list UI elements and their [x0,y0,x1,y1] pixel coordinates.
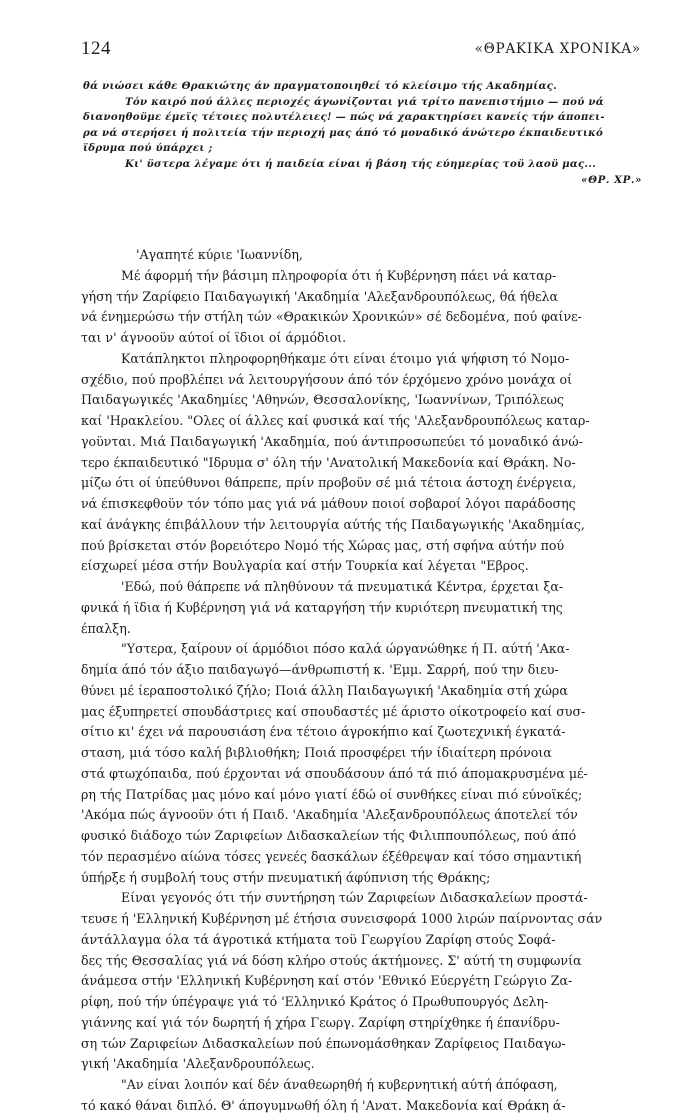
editorial-introduction [83,79,642,188]
letter-line: έπαλξη. [81,620,131,636]
editorial-signature: «ΘΡ. ΧΡ.» [581,173,642,186]
letter-line: γική 'Ακαδημία 'Αλεξανδρουπόλεως. [81,1056,315,1072]
letter-line: δημία άπό τόν άξιο παιδαγωγό—άνθρωπιστή κ. 'Εμμ. Σαρρή, πού την διευ- [81,662,559,677]
intro-line: ρα νά στερήσει ή πολιτεία τήν περιοχή μας άπό τό μοναδικό άνώτερο έκπαιδευτικό [83,126,604,139]
letter-line: άνάμεσα στήν 'Ελληνική Κυβέρνηση καί στόν 'Εθνικό Εύεργέτη Γεώργιο Ζα- [81,973,573,989]
letter-line: τερο έκπαιδευτικό "Ιδρυμα σ' όλη τήν 'Ανατολική Μακεδονία καί Θράκη. Νο- [81,454,576,470]
letter-line: τό κακό θάναι διπλό. Θ' άπογυμνωθή όλη ή 'Ανατ. Μακεδονία καί Θράκη ά- [81,1097,566,1113]
letter-line: Κατάπληκτοι πληροφορηθήκαμε ότι είναι έτοιμο γιά ψήφιση τό Νομο- [121,350,570,366]
letter-line: δες τής Θεσσαλίας γιά νά δόση κλήρο στούς άκτήμονες. Σ' αύτή τη συμφωνία [81,952,582,968]
letter-line: Είναι γεγονός ότι τήν συντήρηση τών Ζαριφείων Διδασκαλείων προστά- [121,890,588,906]
letter-line: σταση, μιά τόσο καλή βιβλιοθήκη; Ποιά προσφέρει τήν ίδιαίτερη πρόνοια [81,745,552,760]
intro-line: ϊδρυμα πού ύπάρχει ; [83,142,213,155]
letter-line: ρη τής Πατρίδας μας μόνο καί μόνο γιατί έδώ οί συνθήκες είναι πιό εύνοϊκές; [81,786,583,802]
page-number: 124 [81,38,111,59]
letter-line: "Αν είναι λοιπόν καί δέν άναθεωρηθή ή κυβερνητική αύτή άπόφαση, [121,1077,558,1092]
letter-line: "Υστερα, ξαίρουν οί άρμόδιοι πόσο καλά ώργανώθηκε ή Π. αύτή 'Ακα- [121,641,570,657]
intro-line: Τόν καιρό πού άλλες περιοχές άγωνίζονται γιά τρίτο πανεπιστήμιο — πού νά [125,95,604,108]
letter-line: Παιδαγωγικές 'Ακαδημίες 'Αθηνών, Θεσσαλονίκης, 'Ιωαννίνων, Τριπόλεως [81,392,564,408]
letter-salutation: 'Αγαπητέ κύριε 'Ιωαννίδη, [136,247,303,262]
letter-line: φνικά ή ϊδια ή Κυβέρνηση γιά νά καταργήση τήν κυριότερη πνευματική της [81,599,563,615]
letter-line: τευσε ή 'Ελληνική Κυβέρνηση μέ έτήσια συνεισφορά 1000 λιρών παίρνοντας σάν [81,911,603,926]
letter-line: θύνει μέ ίεραποστολικό ζήλο; Ποιά άλλη Παιδαγωγική 'Ακαδημία στή χώρα [81,682,568,698]
letter-line: είσχωρεί μέσα στήν Βουλγαρία καί στήν Τουρκία καί λέγεται "Εβρος. [81,558,529,574]
letter-line: καί 'Ηρακλείου. "Ολες οί άλλες καί φυσικά καί τής 'Αλεξανδρουπόλεως καταρ- [81,413,590,428]
letter-line: μίζω ότι οί ύπεύθυνοι θάπρεπε, πρίν προβοϋν σέ μιά τέτοια άστοχη ένέργεια, [81,475,577,491]
letter-line: μας έξυπηρετεί σπουδάστριες καί σπουδαστές μέ άριστο οίκοτροφείο καί συσ- [81,703,586,719]
page-header [81,38,641,64]
letter-line: νά έπισκεφθοϋν τόν τόπο μας γιά νά μάθουν ποιοί σοβαροί λόγοι παράδοσης [81,496,576,511]
letter-line: 'Εδώ, πού θάπρεπε νά πληθύνουν τά πνευματικά Κέντρα, έρχεται ξα- [121,579,564,594]
letter-line: Μέ άφορμή τήν βάσιμη πληροφορία ότι ή Κυβέρνηση πάει νά καταρ- [121,267,557,283]
letter-line: τόν περασμένο αίώνα τόσες γενεές δασκάλων έξέθρεψαν καί τόσο σημαντική [81,848,582,864]
letter-line: σχέδιο, πού προβλέπει νά λειτουργήσουν άπό τόν έρχόμενο χρόνο μονάχα οί [81,371,573,387]
letter-line: 'Ακόμα πώς άγνοοϋν ότι ή Παιδ. 'Ακαδημία 'Αλεξανδρουπόλεως άποτελεί τόν [81,807,578,823]
letter-line: νά ένημερώσω τήν στήλη τών «Θρακικών Χρονικών» σέ δεδομένα, πού φαίνε- [81,309,582,325]
letter-line: γοϋνται. Μιά Παιδαγωγική 'Ακαδημία, πού άντιπροσωπεύει τό μοναδικό άνώ- [81,433,583,449]
running-title: «ΘΡΑΚΙΚΑ ΧΡΟΝΙΚΑ» [474,41,641,57]
letter-line: άντάλλαγμα όλα τά άγροτικά κτήματα τοϋ Γεωργίου Ζαρίφη στούς Σοφά- [81,931,556,947]
letter-line: ση τών Ζαριφείων Διδασκαλείων πού έπωνομάσθηκαν Ζαρίφειος Παιδαγω- [81,1035,566,1051]
letter-line: στά φτωχόπαιδα, πού έρχονται νά σπουδάσουν άπό τά πιό άπομακρυσμένα μέ- [81,765,588,781]
letter-line: σίτιο κι' έχει νά παρουσιάση ένα τέτοιο άγροκήπιο καί ζωοτεχνική έγκατά- [81,724,566,740]
letter-line: φυσικό διάδοχο τών Ζαριφείων Διδασκαλείων τής Φιλιππουπόλεως, πού άπό [81,828,577,843]
letter-line: ται ν' άγνοοϋν αύτοί οί ϊδιοι οί άρμόδιοι. [81,330,347,345]
letter-line: γήση τήν Ζαρίφειο Παιδαγωγική 'Ακαδημία 'Αλεξανδρουπόλεως, θά ήθελα [81,288,559,304]
intro-line: διανοηθοϋμε έμεϊς τέτοιες πολυτέλειες! — πώς νά χαρακτηρίσει κανείς τήν άποπει- [83,111,605,124]
intro-line: Κι' ϋστερα λέγαμε ότι ή παιδεία είναι ή βάση τής εύημερίας τοϋ λαοϋ μας... [125,157,597,170]
letter-line: ρίφη, πού τήν ύπέγραψε γιά τό 'Ελληνικό Κράτος ό Πρωθυπουργός Δελη- [81,994,549,1009]
intro-line: θά νιώσει κάθε Θρακιώτης άν πραγματοποιηθεί τό κλείσιμο τής Ακαδημίας. [83,80,557,92]
letter-body [81,245,642,1117]
letter-line: καί άνάγκης έπιβάλλουν τήν λειτουργία αύτής τής Παιδαγωγικής 'Ακαδημίας, [81,516,585,532]
letter-line: γιάννης καί γιά τόν δωρητή ή χήρα Γεωργ. Ζαρίφη στηρίχθηκε ή έπανίδρυ- [81,1014,560,1030]
letter-line: πού βρίσκεται στόν βορειότερο Νομό τής Χώρας μας, στή σφήνα αύτήν πού [81,537,565,553]
letter-line: ύπήρξε ή συμβολή τους στήν πνευματική άφύπνιση τής Θράκης; [81,869,491,885]
